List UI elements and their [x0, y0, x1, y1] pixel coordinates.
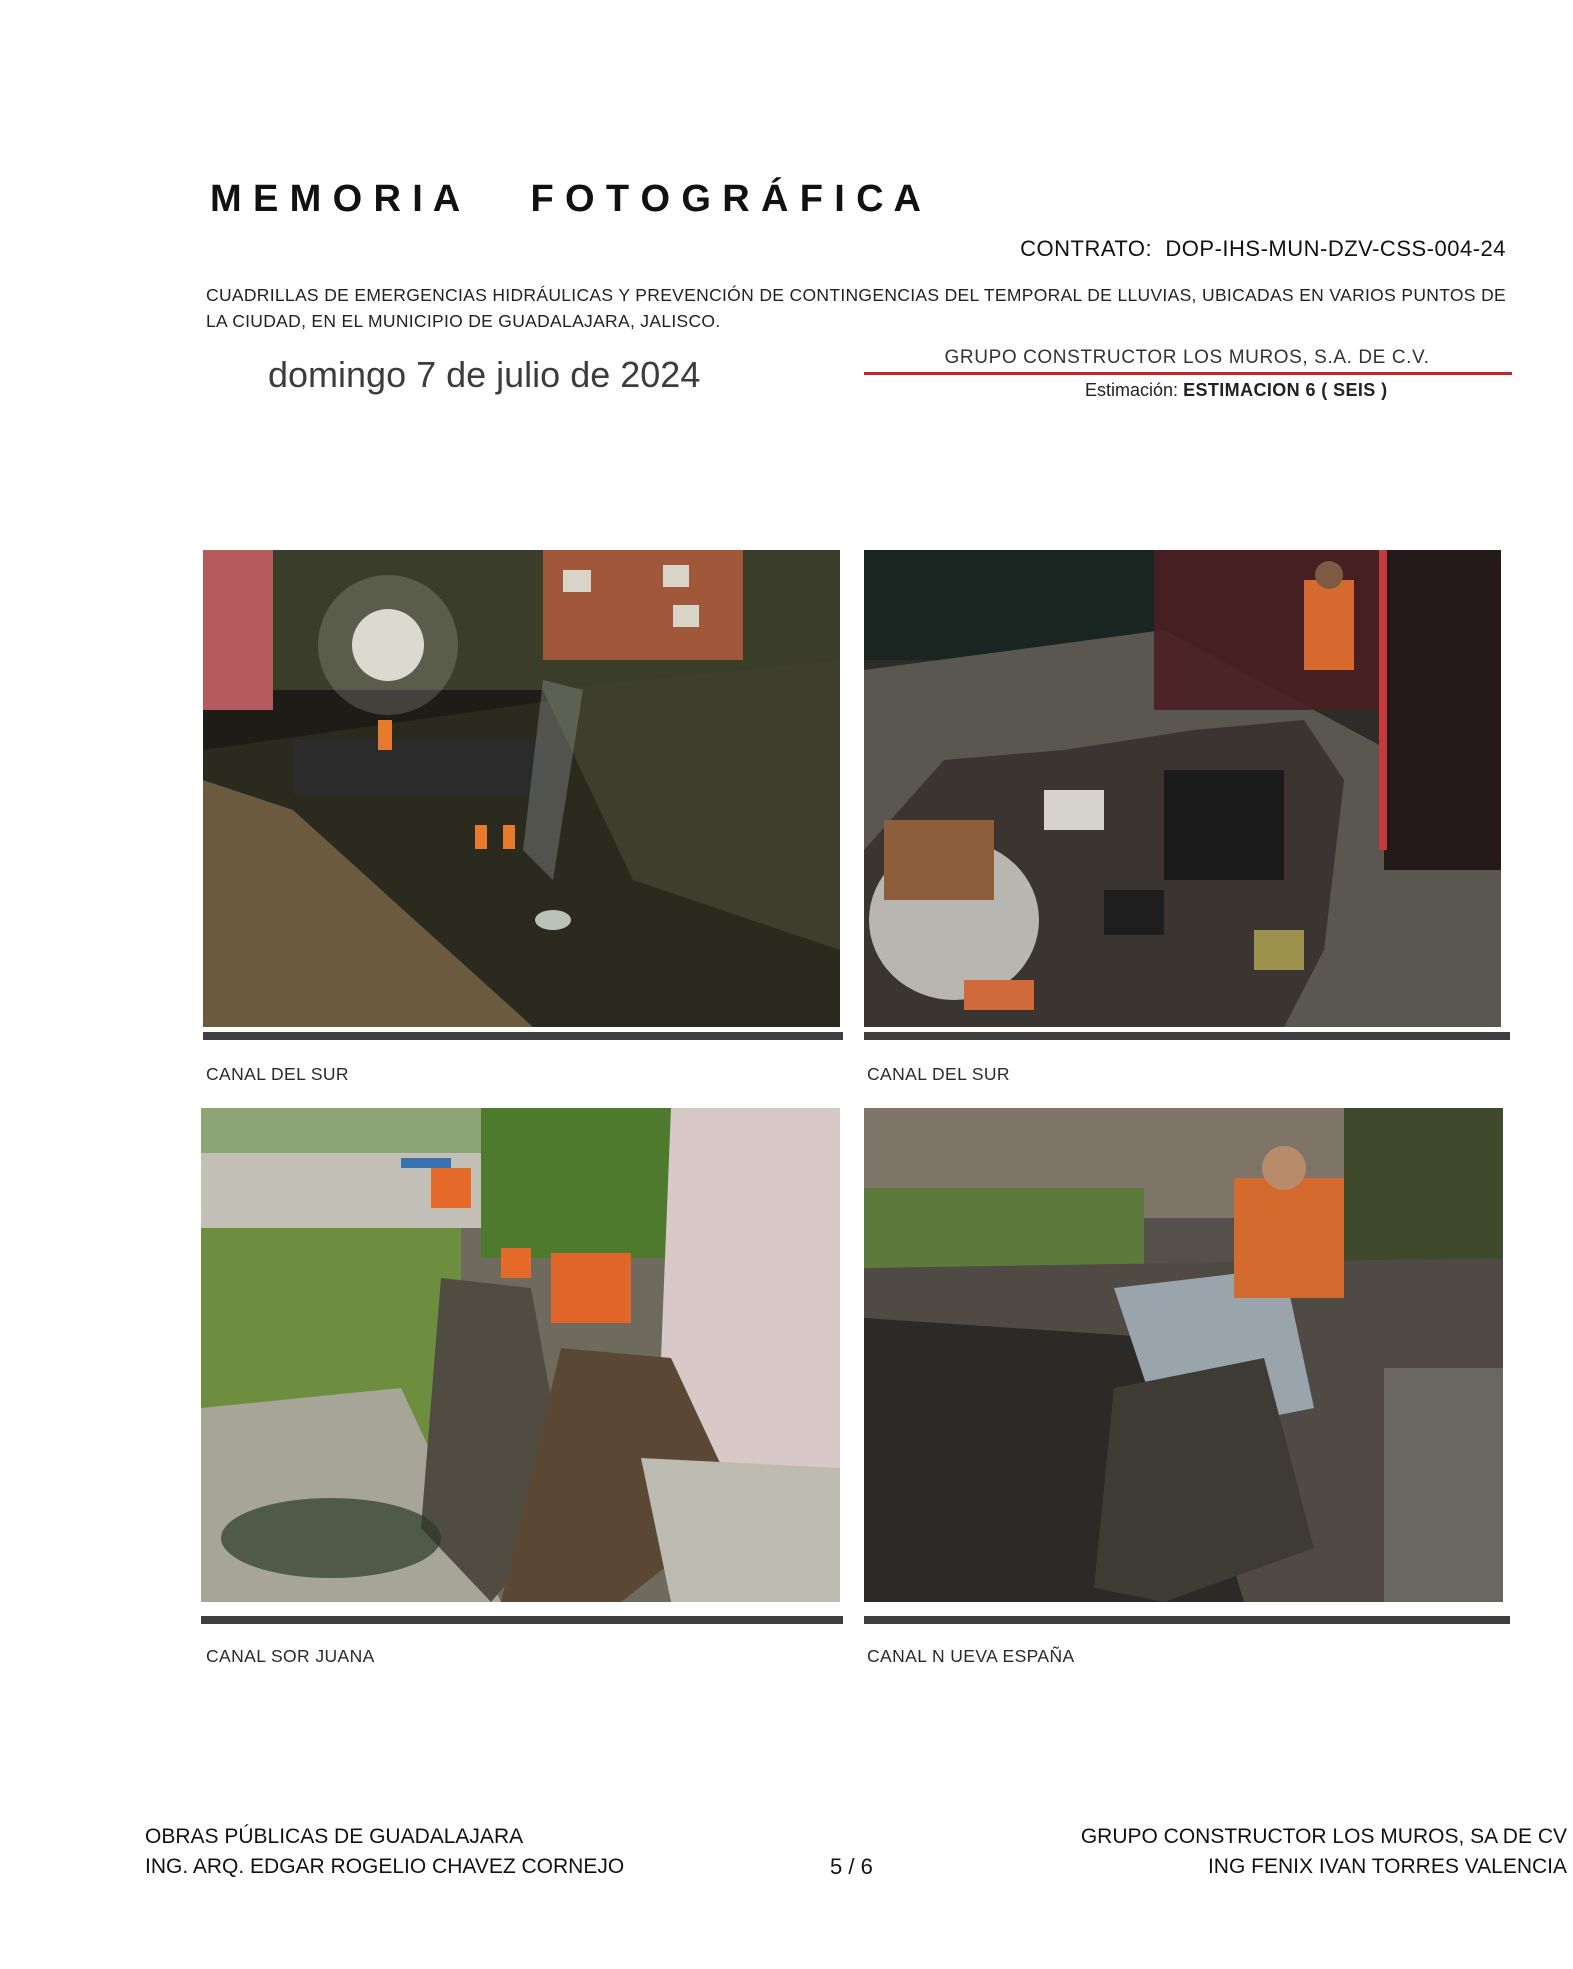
footer-left: [145, 1822, 624, 1882]
title-word-1: M E M O R I A: [210, 178, 461, 220]
project-description: CUADRILLAS DE EMERGENCIAS HIDRÁULICAS Y PREVENCIÓN DE CONTINGENCIAS DEL TEMPORAL DE LLUVIAS, UBICADAS EN VARIOS PUNTOS DE LA CIUDAD, EN EL MUNICIPIO DE GUADALAJARA, JALISCO.: [206, 285, 1506, 331]
contract-line: [1020, 236, 1506, 262]
contract-label: CONTRATO:: [1020, 236, 1153, 261]
photo-caption: CANAL DEL SUR: [867, 1064, 1010, 1084]
estimation: [1085, 380, 1388, 401]
photo-caption: CANAL SOR JUANA: [206, 1646, 375, 1666]
photo-canal-del-sur-1: [203, 550, 840, 1027]
footer-right-line1: GRUPO CONSTRUCTOR LOS MUROS, SA DE CV: [1080, 1825, 1567, 1848]
estimation-value: ESTIMACION 6 ( SEIS ): [1183, 380, 1388, 400]
page-number: 5 / 6: [830, 1854, 873, 1879]
photo-bar: [201, 1616, 843, 1624]
contract-code: DOP-IHS-MUN-DZV-CSS-004-24: [1165, 236, 1506, 261]
photo-caption: CANAL DEL SUR: [206, 1064, 349, 1084]
photo-bar: [864, 1032, 1510, 1040]
title-word-2: F O T O G R Á F I C A: [530, 178, 922, 220]
company-name: GRUPO CONSTRUCTOR LOS MUROS, S.A. DE C.V.: [944, 347, 1430, 368]
photo-bar: [203, 1032, 843, 1040]
footer-left-line1: OBRAS PÚBLICAS DE GUADALAJARA: [145, 1825, 524, 1848]
footer-left-line2: ING. ARQ. EDGAR ROGELIO CHAVEZ CORNEJO: [145, 1855, 625, 1878]
photo-canal-nueva-espana: [864, 1108, 1503, 1602]
footer-right-line2: ING FENIX IVAN TORRES VALENCIA: [1207, 1855, 1567, 1878]
estimation-label: Estimación:: [1085, 380, 1179, 400]
page-title: [210, 178, 1510, 221]
report-date: domingo 7 de julio de 2024: [268, 354, 701, 395]
photo-caption: CANAL N UEVA ESPAÑA: [867, 1646, 1075, 1666]
photo-bar: [864, 1616, 1510, 1624]
header-divider: [864, 372, 1512, 375]
photo-canal-sor-juana: [201, 1108, 840, 1602]
photo-canal-del-sur-2: [864, 550, 1501, 1027]
footer-right: [1081, 1822, 1567, 1882]
